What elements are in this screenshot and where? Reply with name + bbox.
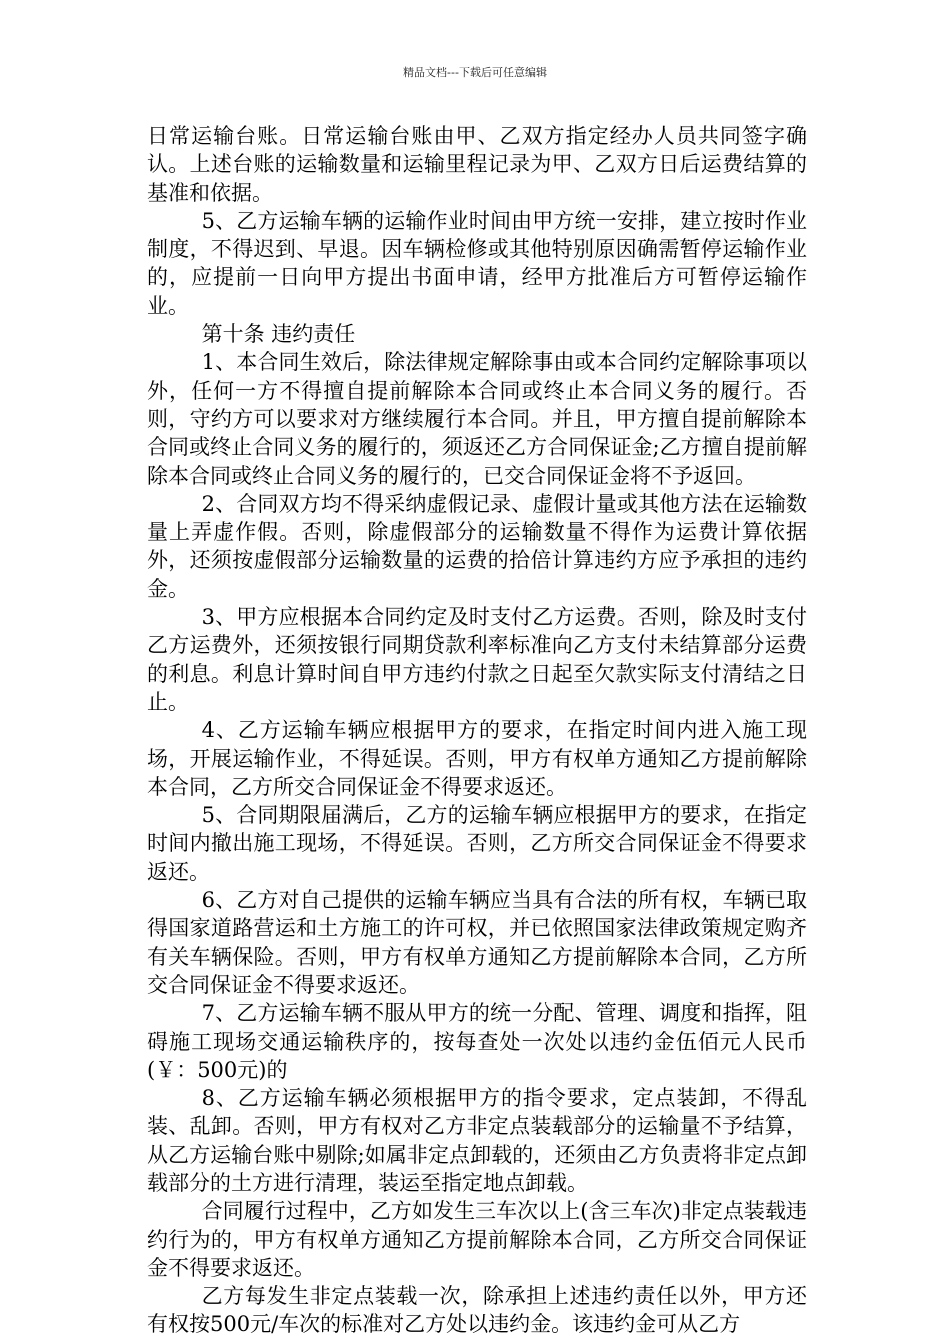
paragraph-5: 3、甲方应根据本合同约定及时支付乙方运费。否则，除及时支付乙方运费外，还须按银行同期贷款利率标准向乙方支付未结算部分运费的利息。利息计算时间自甲方违约付款之日起至欠款实际支付清结之日止。 — [147, 605, 807, 714]
paragraph-1: 日常运输台账。日常运输台账由甲、乙双方指定经办人员共同签字确认。上述台账的运输数量和运输里程记录为甲、乙双方日后运费结算的基准和依据。 — [147, 124, 807, 205]
paragraph-6: 4、乙方运输车辆应根据甲方的要求，在指定时间内进入施工现场，开展运输作业，不得延误。否则，甲方有权单方通知乙方提前解除本合同，乙方所交合同保证金不得要求返还。 — [147, 718, 807, 799]
paragraph-10: 8、乙方运输车辆必须根据甲方的指令要求，定点装卸，不得乱装、乱卸。否则，甲方有权对乙方非定点装载部分的运输量不予结算，从乙方运输台账中剔除;如属非定点卸载的，还须由乙方负责将非定点卸载部分的土方进行清理，装运至指定地点卸载。 — [147, 1086, 807, 1195]
paragraph-12: 乙方每发生非定点装载一次，除承担上述违约责任以外，甲方还有权按500元/车次的标准对乙方处以违约金。该违约金可从乙方 — [147, 1284, 807, 1337]
paragraph-2: 5、乙方运输车辆的运输作业时间由甲方统一安排，建立按时作业制度，不得迟到、早退。因车辆检修或其他特别原因确需暂停运输作业的，应提前一日向甲方提出书面申请，经甲方批准后方可暂停运输作业。 — [147, 208, 807, 318]
paragraph-9: 7、乙方运输车辆不服从甲方的统一分配、管理、调度和指挥，阻碍施工现场交通运输秩序的，按每查处一次处以违约金伍佰元人民币(￥：500元)的 — [147, 1001, 807, 1082]
paragraph-3: 1、本合同生效后，除法律规定解除事由或本合同约定解除事项以外，任何一方不得擅自提前解除本合同或终止本合同义务的履行。否则，守约方可以要求对方继续履行本合同。并且，甲方擅自提前解除本合同或终止合同义务的履行的，须返还乙方合同保证金;乙方擅自提前解除本合同或终止合同义务的履行的，已交合同保证金将不予返回。 — [147, 350, 807, 488]
paragraph-8: 6、乙方对自己提供的运输车辆应当具有合法的所有权，车辆已取得国家道路营运和土方施工的许可权，并已依照国家法律政策规定购齐有关车辆保险。否则，甲方有权单方通知乙方提前解除本合同，乙方所交合同保证金不得要求返还。 — [147, 888, 807, 997]
paragraph-7: 5、合同期限届满后，乙方的运输车辆应根据甲方的要求，在指定时间内撤出施工现场，不得延误。否则，乙方所交合同保证金不得要求返还。 — [147, 803, 807, 884]
paragraph-4: 2、合同双方均不得采纳虚假记录、虚假计量或其他方法在运输数量上弄虚作假。否则，除虚假部分的运输数量不得作为运费计算依据外，还须按虚假部分运输数量的运费的拾倍计算违约方应予承担的违约金。 — [147, 491, 807, 601]
page-header: 精品文档---下载后可任意编辑 — [403, 66, 547, 79]
document-body — [147, 122, 807, 1339]
section-heading: 第十条 违约责任 — [201, 322, 356, 347]
paragraph-11: 合同履行过程中，乙方如发生三车次以上(含三车次)非定点装载违约行为的，甲方有权单方通知乙方提前解除本合同，乙方所交合同保证金不得要求返还。 — [147, 1199, 807, 1280]
